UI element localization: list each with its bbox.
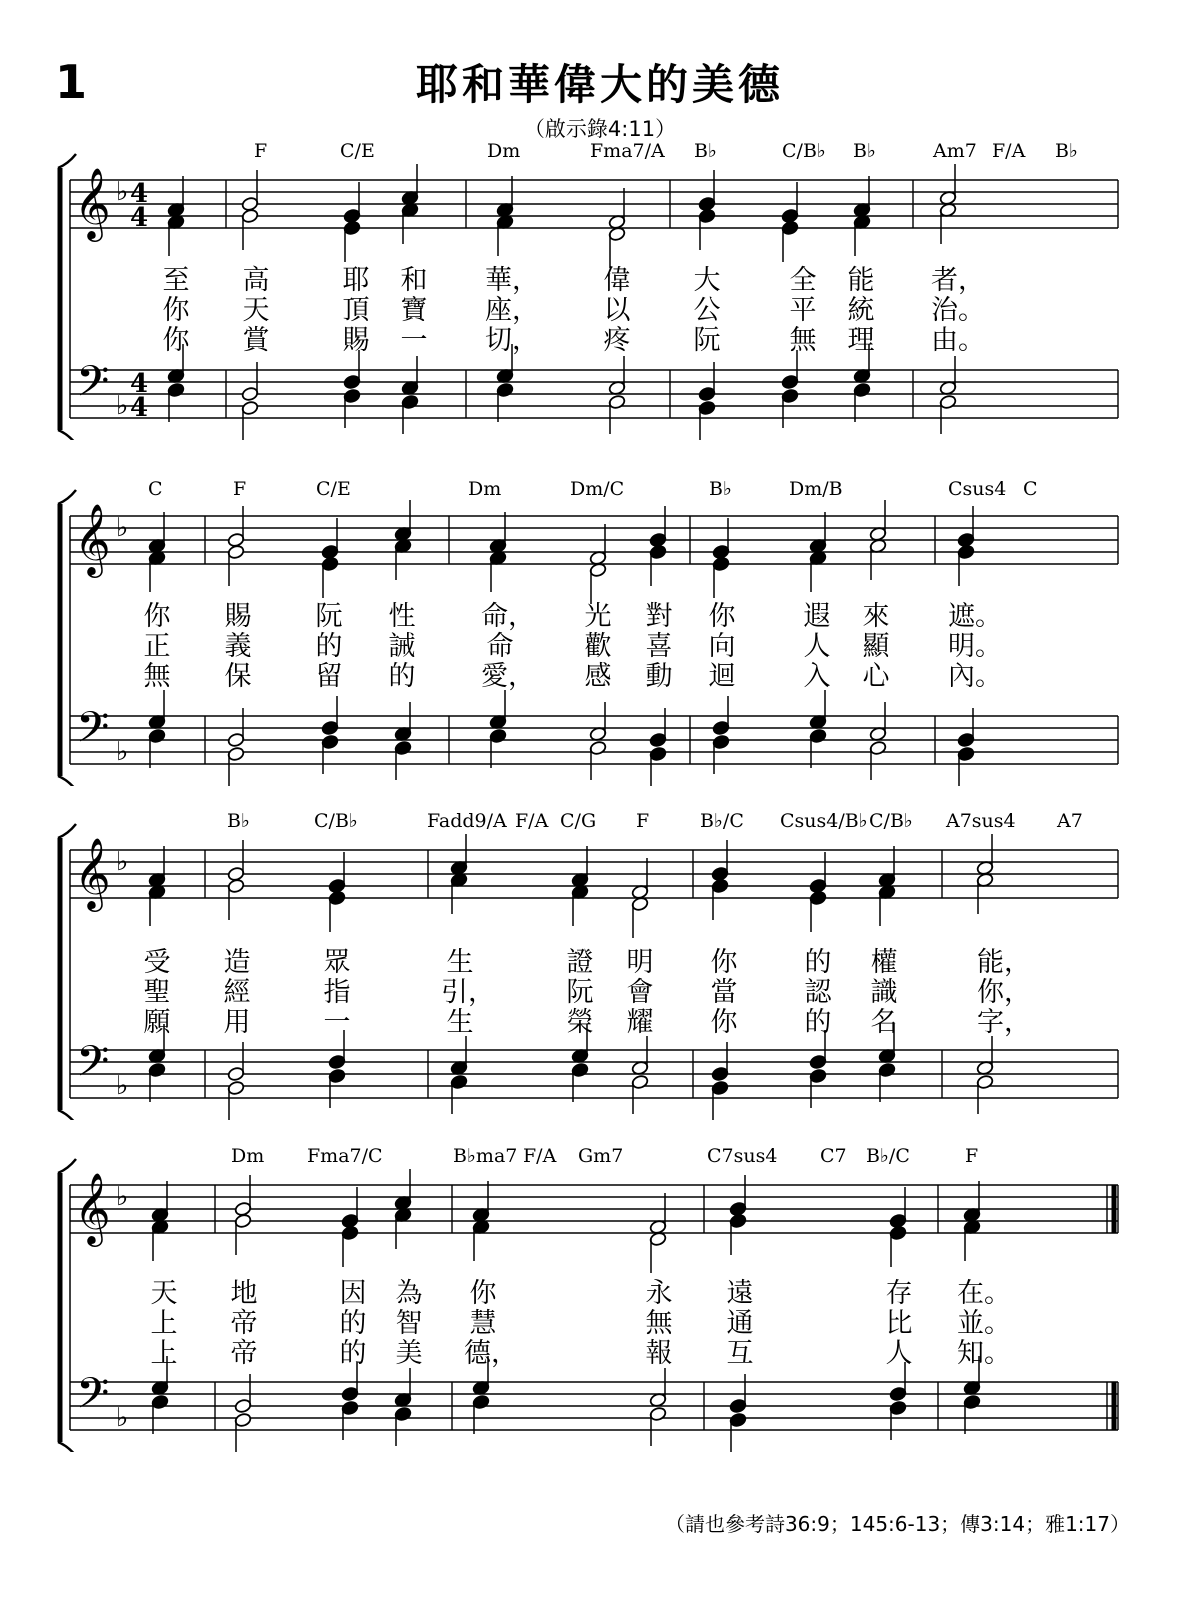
lyric-syllable: 你	[469, 1278, 497, 1309]
chord-symbol: Fma7/C	[307, 1145, 383, 1167]
lyric-syllable: 迴	[708, 661, 736, 692]
time-signature-digit: 4	[130, 179, 149, 209]
lyric-syllable: 賜	[342, 325, 370, 356]
lyric-syllable: 顯	[862, 631, 890, 662]
lyric-syllable: 認	[804, 977, 832, 1008]
lyric-syllable: 指	[323, 977, 351, 1008]
lyric-syllable: 的	[388, 661, 416, 692]
time-signature-digit: 4	[130, 203, 149, 233]
chord-symbol: Am7	[933, 140, 977, 162]
lyric-syllable: 經	[223, 977, 251, 1008]
lyric-line-verse-2	[0, 1301, 1200, 1339]
lyric-syllable: 公	[693, 295, 721, 326]
lyric-syllable: 命，	[481, 601, 535, 632]
lyric-syllable: 命	[486, 631, 514, 662]
chord-symbol: Dm	[468, 478, 502, 500]
scripture-subtitle: （啟示錄4:11）	[523, 117, 677, 141]
lyric-line-verse-1	[0, 258, 1200, 296]
lyric-syllable: 保	[224, 661, 252, 692]
chord-symbol: B♭	[1055, 140, 1078, 162]
lyric-syllable: 造	[223, 947, 251, 978]
treble-clef-icon: 𝄞	[74, 1171, 111, 1244]
lyric-syllable: 能	[847, 265, 875, 296]
chord-symbol: F/A	[523, 1145, 557, 1167]
lyric-syllable: 由。	[931, 325, 985, 356]
chord-symbol: A7sus4	[946, 810, 1016, 832]
lyric-line-verse-3	[0, 1000, 1200, 1038]
lyric-syllable: 帝	[230, 1308, 258, 1339]
music-system-3	[0, 810, 1200, 1110]
lyric-syllable: 華，	[485, 265, 539, 296]
lyric-syllable: 留	[315, 661, 343, 692]
lyric-syllable: 地	[230, 1278, 258, 1309]
treble-clef-icon: 𝄞	[74, 166, 111, 239]
chord-symbol: Gm7	[578, 1145, 624, 1167]
lyric-syllable: 識	[870, 977, 898, 1008]
chord-symbol: Fadd9/A	[427, 810, 507, 832]
chord-symbol: C/E	[316, 478, 351, 500]
lyric-syllable: 耶	[342, 265, 370, 296]
lyric-syllable: 因	[339, 1278, 367, 1309]
chord-symbol: B♭	[694, 140, 717, 162]
treble-staff	[70, 180, 1118, 228]
lyric-syllable: 引，	[441, 977, 495, 1008]
lyric-syllable: 愛，	[481, 661, 535, 692]
chord-symbol: C7sus4	[707, 1145, 778, 1167]
lyric-syllable: 你	[710, 947, 738, 978]
bass-staff	[70, 1050, 1118, 1098]
lyric-syllable: 者，	[931, 265, 985, 296]
lyric-syllable: 一	[400, 325, 428, 356]
lyric-syllable: 義	[224, 631, 252, 662]
lyric-syllable: 的	[315, 631, 343, 662]
lyric-syllable: 來	[862, 601, 890, 632]
lyric-syllable: 智	[395, 1308, 423, 1339]
lyric-line-verse-1	[0, 940, 1200, 978]
lyric-syllable: 人	[885, 1338, 913, 1369]
lyric-syllable: 明。	[948, 631, 1002, 662]
lyric-syllable: 願	[143, 1007, 171, 1038]
lyric-syllable: 無	[143, 661, 171, 692]
lyric-syllable: 帝	[230, 1338, 258, 1369]
lyric-syllable: 你	[162, 325, 190, 356]
lyric-syllable: 無	[789, 325, 817, 356]
lyric-syllable: 報	[645, 1338, 673, 1369]
lyric-line-verse-2	[0, 288, 1200, 326]
lyric-syllable: 的	[339, 1308, 367, 1339]
chord-symbol: C/B♭	[782, 140, 826, 162]
lyric-syllable: 比	[885, 1308, 913, 1339]
lyric-syllable: 你	[162, 295, 190, 326]
lyric-line-verse-2	[0, 970, 1200, 1008]
lyric-syllable: 治。	[931, 295, 985, 326]
chord-symbol: B♭/C	[700, 810, 744, 832]
music-system-1	[0, 140, 1200, 430]
lyric-syllable: 聖	[143, 977, 171, 1008]
lyric-syllable: 平	[789, 295, 817, 326]
flat-icon: ♭	[116, 391, 129, 421]
treble-clef-icon: 𝄞	[74, 502, 111, 575]
lyric-syllable: 天	[242, 295, 270, 326]
lyric-syllable: 喜	[645, 631, 673, 662]
lyric-syllable: 你	[708, 601, 736, 632]
treble-staff	[70, 850, 1118, 898]
chord-symbol: A7	[1057, 810, 1083, 832]
lyric-syllable: 偉	[603, 265, 631, 296]
chord-symbol: Csus4	[948, 478, 1007, 500]
lyric-syllable: 字，	[977, 1007, 1031, 1038]
lyric-syllable: 眾	[323, 947, 351, 978]
chord-symbol: C/B♭	[869, 810, 913, 832]
chord-symbol: C7	[820, 1145, 847, 1167]
lyric-line-verse-1	[0, 594, 1200, 632]
lyric-syllable: 在。	[957, 1278, 1011, 1309]
lyric-syllable: 天	[150, 1278, 178, 1309]
chord-symbol: F/A	[515, 810, 549, 832]
lyric-syllable: 榮	[566, 1007, 594, 1038]
lyric-syllable: 明	[626, 947, 654, 978]
lyric-syllable: 能，	[977, 947, 1031, 978]
lyric-syllable: 座，	[485, 295, 539, 326]
lyric-syllable: 入	[803, 661, 831, 692]
chord-symbol: C/B♭	[314, 810, 358, 832]
chord-symbol: Dm/B	[789, 478, 843, 500]
lyric-syllable: 感	[584, 661, 612, 692]
lyric-syllable: 德，	[464, 1338, 518, 1369]
lyric-syllable: 大	[693, 265, 721, 296]
lyric-line-verse-1	[0, 1271, 1200, 1309]
bass-clef-icon: 𝄢	[76, 703, 110, 763]
lyric-syllable: 你	[143, 601, 171, 632]
treble-clef-icon: 𝄞	[74, 836, 111, 909]
lyric-syllable: 的	[339, 1338, 367, 1369]
lyric-syllable: 用	[223, 1007, 251, 1038]
flat-icon: ♭	[116, 1071, 129, 1101]
lyric-syllable: 理	[847, 325, 875, 356]
chord-symbol: F	[965, 1145, 979, 1167]
chord-symbol: B♭	[853, 140, 876, 162]
lyric-syllable: 美	[395, 1338, 423, 1369]
time-signature-digit: 4	[130, 393, 149, 423]
chord-symbol: Fma7/A	[590, 140, 665, 162]
hymn-number: 1	[55, 55, 88, 109]
lyric-syllable: 你	[710, 1007, 738, 1038]
lyric-syllable: 動	[645, 661, 673, 692]
lyric-syllable: 上	[150, 1338, 178, 1369]
lyric-syllable: 賞	[242, 325, 270, 356]
lyric-line-verse-2	[0, 624, 1200, 662]
chord-symbol: B♭	[227, 810, 250, 832]
music-system-4	[0, 1145, 1200, 1442]
chord-symbol: F/A	[992, 140, 1026, 162]
flat-icon: ♭	[116, 177, 129, 207]
lyric-syllable: 遐	[803, 601, 831, 632]
chord-symbol: F	[233, 478, 247, 500]
chord-symbol: B♭ma7	[453, 1145, 518, 1167]
lyric-syllable: 受	[143, 947, 171, 978]
treble-staff	[70, 1185, 1118, 1233]
flat-icon: ♭	[116, 847, 129, 877]
lyric-syllable: 的	[804, 947, 832, 978]
flat-icon: ♭	[116, 1403, 129, 1433]
chord-symbol: C/E	[340, 140, 375, 162]
lyric-syllable: 阮	[693, 325, 721, 356]
bass-clef-icon: 𝄢	[76, 357, 110, 417]
chord-symbol: F	[254, 140, 268, 162]
lyric-syllable: 對	[645, 601, 673, 632]
lyric-syllable: 賜	[224, 601, 252, 632]
lyric-syllable: 當	[710, 977, 738, 1008]
lyric-syllable: 誡	[388, 631, 416, 662]
lyric-syllable: 疼	[603, 325, 631, 356]
chord-symbol: C	[1023, 478, 1038, 500]
lyric-syllable: 無	[645, 1308, 673, 1339]
time-signature-digit: 4	[130, 369, 149, 399]
lyric-syllable: 慧	[469, 1308, 497, 1339]
lyric-syllable: 一	[323, 1007, 351, 1038]
lyric-syllable: 會	[626, 977, 654, 1008]
lyric-syllable: 人	[803, 631, 831, 662]
lyric-line-verse-3	[0, 1331, 1200, 1369]
lyric-syllable: 向	[708, 631, 736, 662]
chord-symbol: Dm	[231, 1145, 265, 1167]
lyric-syllable: 為	[395, 1278, 423, 1309]
lyric-syllable: 遠	[726, 1278, 754, 1309]
bass-clef-icon: 𝄢	[76, 1037, 110, 1097]
lyric-syllable: 和	[400, 265, 428, 296]
chord-symbol: F	[636, 810, 650, 832]
chord-symbol: B♭	[709, 478, 732, 500]
lyric-syllable: 正	[143, 631, 171, 662]
lyric-syllable: 永	[645, 1278, 673, 1309]
lyric-syllable: 生	[446, 1007, 474, 1038]
hymn-title: 耶和華偉大的美德	[415, 60, 784, 109]
bass-staff	[70, 370, 1118, 418]
lyric-syllable: 全	[789, 265, 817, 296]
chord-symbol: Dm	[487, 140, 521, 162]
lyric-syllable: 寶	[400, 295, 428, 326]
lyric-syllable: 你，	[977, 977, 1031, 1008]
lyric-syllable: 阮	[315, 601, 343, 632]
chord-symbol: C/G	[560, 810, 597, 832]
lyric-syllable: 心	[862, 661, 890, 692]
lyric-syllable: 存	[885, 1278, 913, 1309]
lyric-syllable: 權	[870, 947, 898, 978]
lyric-syllable: 切，	[485, 325, 539, 356]
chord-symbol: B♭/C	[866, 1145, 910, 1167]
lyric-syllable: 證	[566, 947, 594, 978]
lyric-syllable: 耀	[626, 1007, 654, 1038]
music-system-2	[0, 478, 1200, 776]
lyric-syllable: 至	[162, 265, 190, 296]
lyric-syllable: 性	[388, 601, 416, 632]
flat-icon: ♭	[116, 1182, 129, 1212]
lyric-syllable: 內。	[948, 661, 1002, 692]
lyric-syllable: 的	[804, 1007, 832, 1038]
lyric-syllable: 阮	[566, 977, 594, 1008]
lyric-syllable: 遮。	[948, 601, 1002, 632]
lyric-line-verse-3	[0, 654, 1200, 692]
lyric-syllable: 並。	[957, 1308, 1011, 1339]
lyric-syllable: 光	[584, 601, 612, 632]
lyric-syllable: 高	[242, 265, 270, 296]
flat-icon: ♭	[116, 737, 129, 767]
lyric-syllable: 統	[847, 295, 875, 326]
lyric-syllable: 頂	[342, 295, 370, 326]
bass-staff	[70, 1382, 1118, 1430]
reference-note: （請也參考詩36:9；145:6-13；傳3:14；雅1:17）	[664, 1512, 1130, 1536]
chord-symbol: Csus4/B♭	[780, 810, 868, 832]
flat-icon: ♭	[116, 513, 129, 543]
bass-clef-icon: 𝄢	[76, 1369, 110, 1429]
lyric-syllable: 上	[150, 1308, 178, 1339]
lyric-line-verse-3	[0, 318, 1200, 356]
chord-symbol: C	[148, 478, 163, 500]
lyric-syllable: 生	[446, 947, 474, 978]
lyric-syllable: 知。	[957, 1338, 1011, 1369]
lyric-syllable: 通	[726, 1308, 754, 1339]
chord-symbol: Dm/C	[570, 478, 625, 500]
lyric-syllable: 名	[870, 1007, 898, 1038]
lyric-syllable: 互	[726, 1338, 754, 1369]
lyric-syllable: 歡	[584, 631, 612, 662]
lyric-syllable: 以	[603, 295, 631, 326]
